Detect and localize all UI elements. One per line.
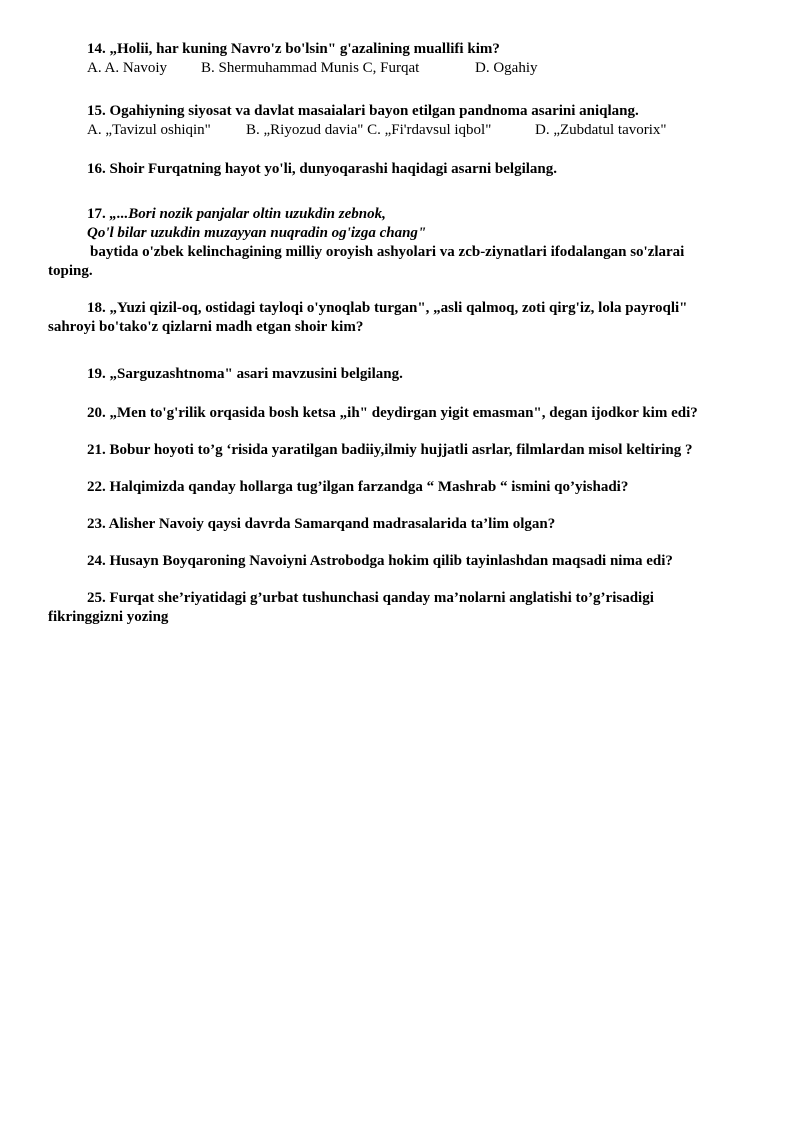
option-a: A. „Tavizul oshiqin" xyxy=(87,122,211,138)
question-20 xyxy=(48,404,764,423)
question-text: 15. Ogahiyning siyosat va davlat masaialari bayon etilgan pandnoma asarini aniqlang. xyxy=(87,103,639,119)
question-18 xyxy=(48,299,764,337)
option-d: D. Ogahiy xyxy=(475,60,538,76)
question-number-and-verse xyxy=(48,205,764,224)
question-25 xyxy=(48,589,764,627)
question-text: 21. Bobur hoyoti to’g ‘risida yaratilgan badiiy,ilmiy hujjatli asrlar, filmlardan misol keltiring ? xyxy=(87,442,693,458)
question-text-continued: fikringgizni yozing xyxy=(48,609,169,625)
question-24 xyxy=(48,552,764,571)
question-23 xyxy=(48,515,764,534)
question-text: baytida o'zbek kelinchagining milliy oroyish ashyolari va zcb-ziynatlari ifodalangan so'zlarai xyxy=(90,244,685,260)
question-text-continued: toping. xyxy=(48,263,93,279)
answer-options xyxy=(48,121,764,140)
question-16 xyxy=(48,160,764,179)
question-text: 14. „Holii, har kuning Navro'z bo'lsin" g'azalining muallifi kim? xyxy=(87,41,500,57)
option-b-c: B. Shermuhammad Munis C, Furqat xyxy=(201,60,420,76)
verse-line-1: „...Bori nozik panjalar oltin uzukdin zebnok, xyxy=(109,206,386,222)
question-15 xyxy=(48,102,764,140)
question-text: 19. „Sarguzashtnoma" asari mavzusini belgilang. xyxy=(87,366,403,382)
option-a: A. A. Navoiy xyxy=(87,60,167,76)
question-21 xyxy=(48,441,764,460)
question-text: 18. „Yuzi qizil-oq, ostidagi tayloqi o'ynoqlab turgan", „asli qalmoq, zoti qirg'iz, lola payroqli" xyxy=(87,300,688,316)
verse-line-2: Qo'l bilar uzukdin muzayyan nuqradin og'izga chang" xyxy=(87,225,427,241)
question-14 xyxy=(48,40,764,78)
question-text: 25. Furqat she’riyatidagi g’urbat tushunchasi qanday ma’nolarni anglatishi to’g’risadigi xyxy=(87,590,654,606)
answer-options xyxy=(48,59,764,78)
option-d: D. „Zubdatul tavorix" xyxy=(535,122,667,138)
question-17 xyxy=(48,205,764,281)
question-text: 16. Shoir Furqatning hayot yo'li, dunyoqarashi haqidagi asarni belgilang. xyxy=(87,161,557,177)
question-22 xyxy=(48,478,764,497)
question-text: 20. „Men to'g'rilik orqasida bosh ketsa „ih" deydirgan yigit emasman", degan ijodkor kim edi? xyxy=(87,405,698,421)
question-text-continued: sahroyi bo'tako'z qizlarni madh etgan shoir kim? xyxy=(48,319,364,335)
option-b-c: B. „Riyozud davia" C. „Fi'rdavsul iqbol" xyxy=(246,122,492,138)
question-text: 24. Husayn Boyqaroning Navoiyni Astrobodga hokim qilib tayinlashdan maqsadi nima edi? xyxy=(87,553,673,569)
question-text: 22. Halqimizda qanday hollarga tug’ilgan farzandga “ Mashrab “ ismini qo’yishadi? xyxy=(87,479,629,495)
question-text: 23. Alisher Navoiy qaysi davrda Samarqand madrasalarida ta’lim olgan? xyxy=(87,516,556,532)
question-19 xyxy=(48,365,764,384)
question-number: 17. xyxy=(87,206,106,222)
